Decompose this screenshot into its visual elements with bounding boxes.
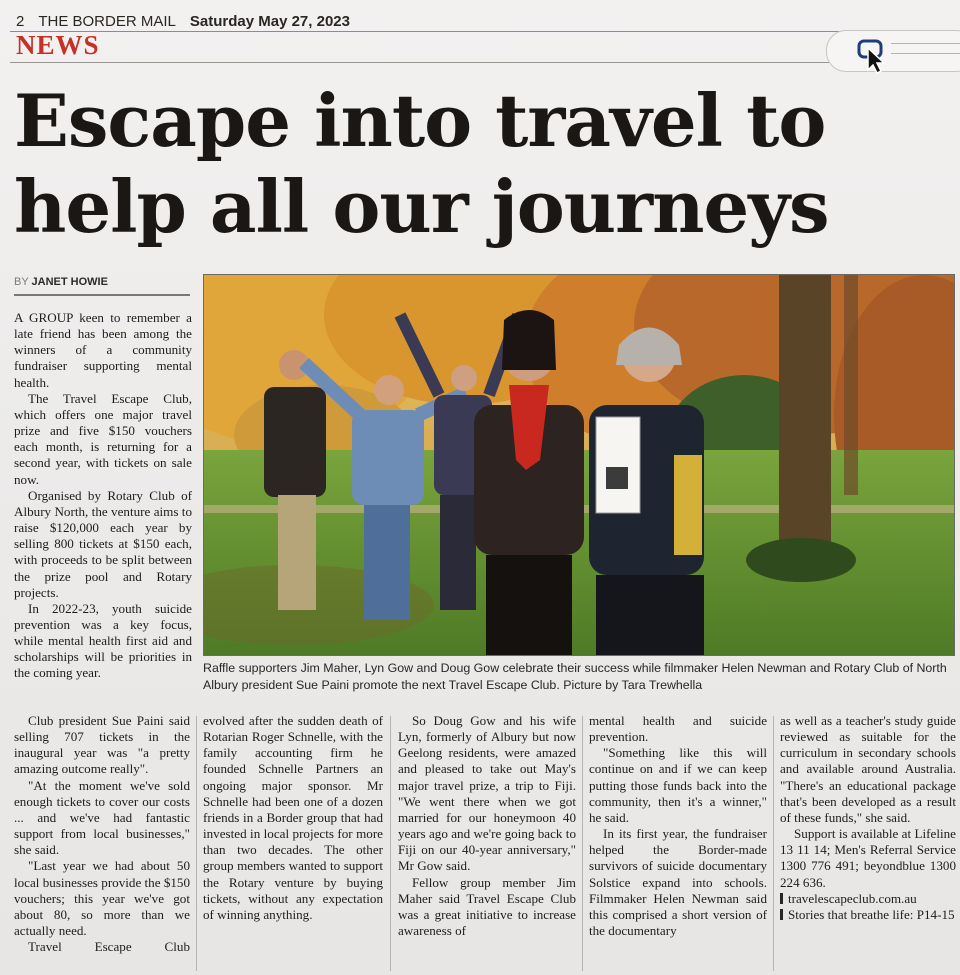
paragraph: Club president Sue Paini said selling 707 tickets in the inaugural year was "a pretty amazing outcome really". (14, 713, 190, 777)
paragraph: evolved after the sudden death of Rotarian Roger Schnelle, with the family accounting firm he founded Schnelle Partners an ongoing major sponsor. Mr Schnelle had been one of a dozen friends in a Border group that had invested in local projects for more than two decades. The other group members wanted to support the Rotary venture by buying tickets, without any expectation of winning anything. (203, 713, 383, 922)
section-rule (10, 62, 830, 63)
paragraph: Travel Escape Club (28, 939, 190, 955)
article-photo (203, 274, 955, 656)
paragraph: mental health and suicide prevention. (589, 713, 767, 745)
column-rule (773, 716, 774, 971)
headline (14, 78, 944, 250)
pointer-cursor-icon (856, 38, 890, 74)
paragraph: Fellow group member Jim Maher said Travel Escape Club was a great initiative to increase awareness of (398, 874, 576, 939)
publication-name: THE BORDER MAIL (38, 12, 176, 30)
headline-line-1: Escape into travel to (14, 78, 826, 163)
paragraph: Organised by Rotary Club of Albury North, the venture aims to raise $120,000 each year by selling 800 tickets at $150 each, with proceeds to be split between the prize pool and Rotary projects. (14, 487, 192, 600)
header-rule (10, 31, 960, 32)
article-column-5 (589, 713, 767, 939)
article-column-1 (14, 310, 192, 682)
paragraph: The Travel Escape Club, which offers one major travel prize and five $150 vouchers each month, is returning for a second year, with tickets on sale now. (14, 390, 192, 487)
column-rule (196, 716, 197, 971)
article-column-3 (203, 713, 383, 923)
photo-caption: Raffle supporters Jim Maher, Lyn Gow and Doug Gow celebrate their success while filmmaker Helen Newman and Rotary Club of North Albury president Sue Paini promote the next Travel Escape Club. Picture by Tara Trewhella (203, 661, 947, 692)
related-stories-link[interactable]: Stories that breathe life: P14-15 (780, 907, 956, 923)
column-rule (582, 716, 583, 971)
article-column-6 (780, 713, 956, 923)
reader-widget[interactable] (826, 30, 960, 72)
paragraph: "Something like this will continue on and if we can keep putting those funds back into the community, then it's a winner," he said. (589, 745, 767, 825)
page-number: 2 (16, 12, 25, 30)
headline-line-2: help all our journeys (14, 164, 829, 249)
paragraph: So Doug Gow and his wife Lyn, formerly of Albury but now Geelong residents, were amazed and pleased to take out May's major travel prize, a trip to Fiji. "We went there when we got married for our honeymoon 40 years ago and we're going back to Fiji on our 40-year anniversary," Mr Gow said. (398, 713, 576, 874)
article-column-4 (398, 713, 576, 939)
paragraph: Support is available at Lifeline 13 11 14; Men's Referral Service 1300 776 491; beyondblue 1300 224 636. (780, 826, 956, 890)
paragraph: In its first year, the fundraiser helped the Border-made survivors of suicide documentary Solstice expand into schools. Filmmaker Helen Newman said this comprised a short version of the documentary (589, 826, 767, 939)
paragraph: In 2022-23, youth suicide prevention was a key focus, while mental health first aid and scholarships will be priorities in the coming year. (14, 600, 192, 681)
article-column-2 (14, 713, 190, 955)
paragraph: as well as a teacher's study guide reviewed as suitable for the curriculum in secondary schools and available around Australia. "There's an educational package that's been developed as a result of these funds," she said. (780, 713, 956, 825)
paragraph: A GROUP keen to remember a late friend has been among the winners of a community fundraiser supporting mental health. (14, 310, 192, 390)
section-label: NEWS (16, 30, 100, 60)
byline-prefix: BY (14, 276, 29, 288)
running-header (16, 10, 350, 32)
issue-date: Saturday May 27, 2023 (189, 12, 350, 30)
byline (14, 276, 190, 296)
byline-author: JANET HOWIE (31, 276, 108, 288)
website-link[interactable]: travelescapeclub.com.au (780, 891, 956, 907)
column-rule (390, 716, 391, 971)
photo-illustration (204, 275, 955, 656)
paragraph: "Last year we had about 50 local businesses provide the $150 vouchers; this year we've got about 80, so more than we actually need. (14, 858, 191, 939)
paragraph: "At the moment we've sold enough tickets to cover our costs ... and we've had fantastic support from local businesses," she said. (14, 777, 190, 858)
